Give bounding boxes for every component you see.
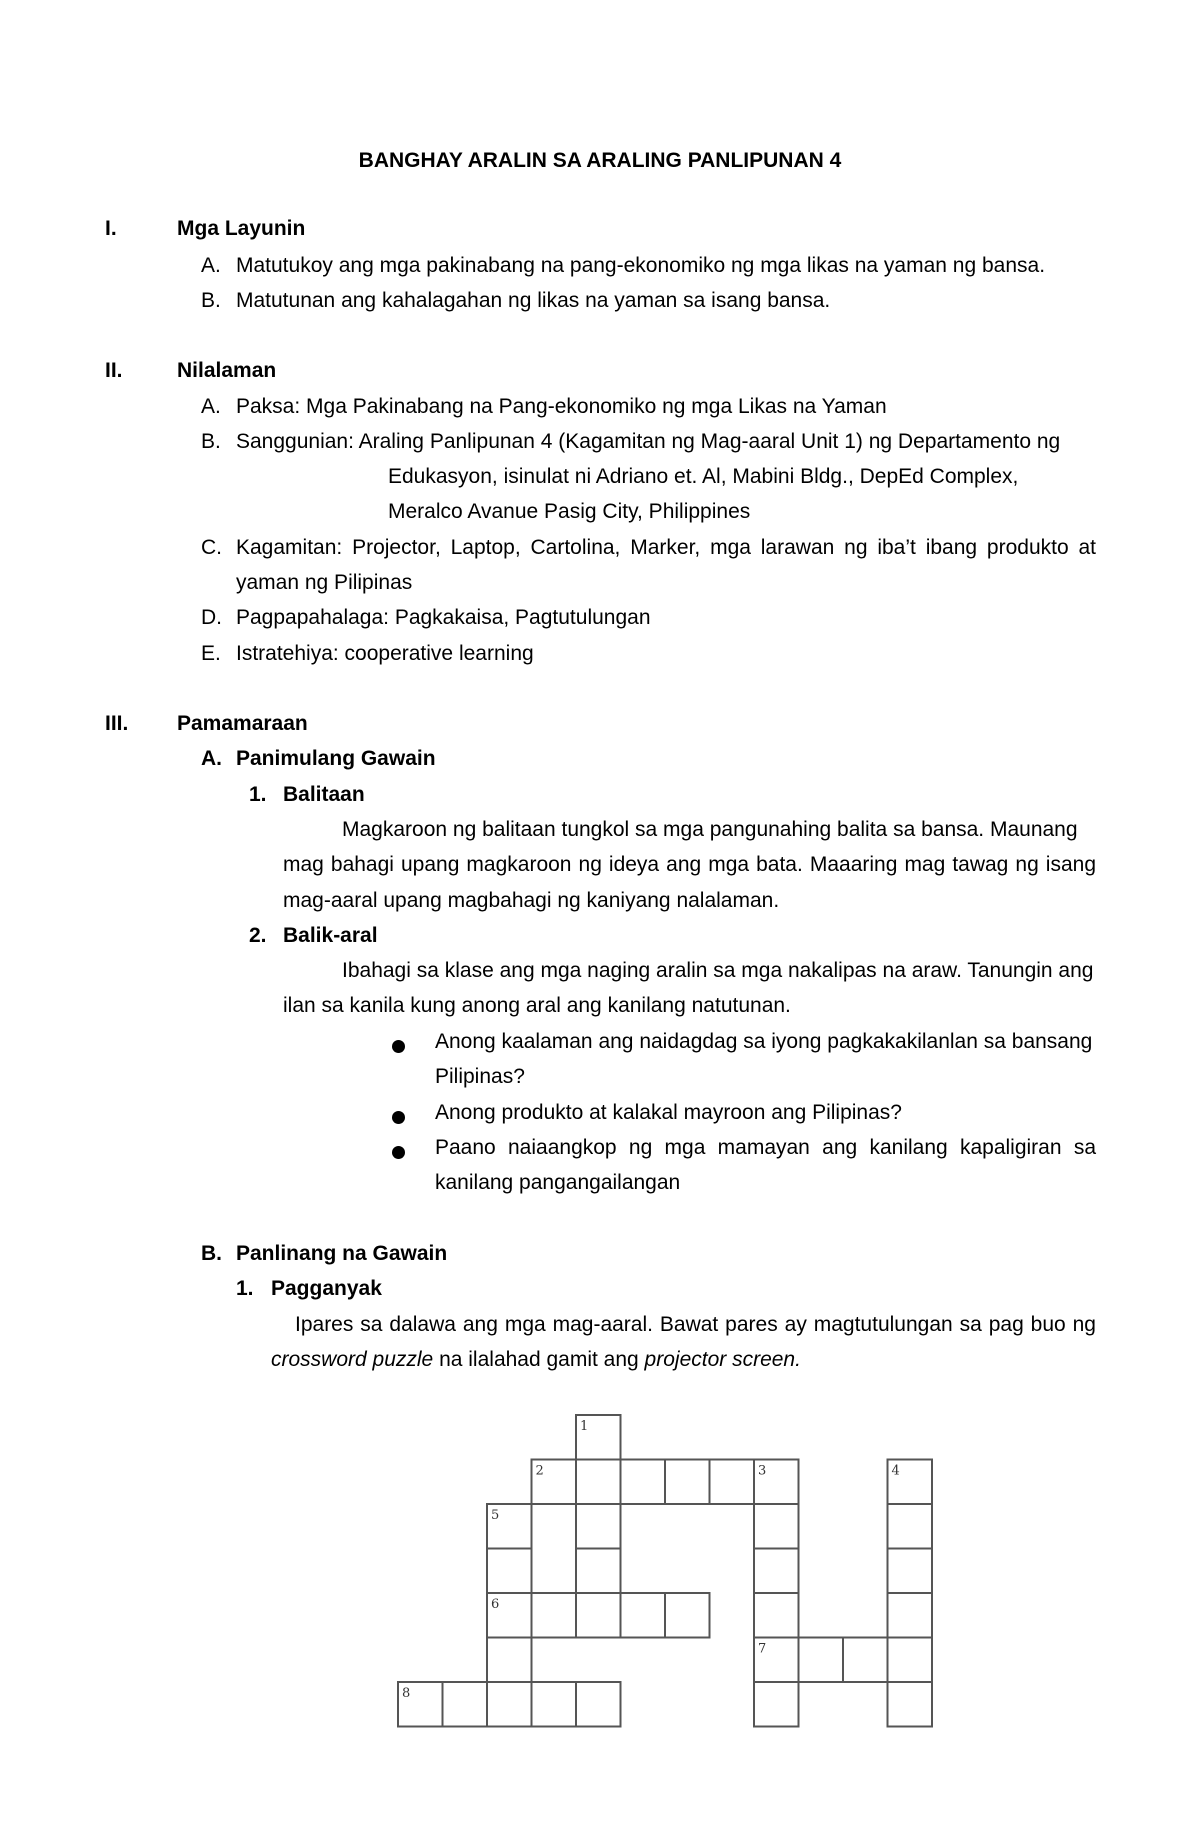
s2-item-c-line1: Kagamitan: Projector, Laptop, Cartolina, Marker, mga larawan ng iba’t ibang produkto at <box>236 536 1096 559</box>
s3-part-b-heading: Panlinang na Gawain <box>236 1242 448 1265</box>
section-3-number: III. <box>105 712 129 735</box>
s3-a1-line2: mag bahagi upang magkaroon ng ideya ang mga bata. Maaaring mag tawag ng isang <box>283 853 1096 876</box>
page-title: BANGHAY ARALIN SA ARALING PANLIPUNAN 4 <box>358 149 842 172</box>
crossword-cell <box>576 1460 621 1505</box>
s2-item-b-line2: Edukasyon, isinulat ni Adriano et. Al, Mabini Bldg., DepEd Complex, <box>388 465 1019 488</box>
s3-b1-number: 1. <box>236 1277 254 1300</box>
s3-a2-line1: Ibahagi sa klase ang mga naging aralin sa mga nakalipas na araw. Tanungin ang <box>342 959 1094 982</box>
s3-a2-heading: Balik-aral <box>283 924 378 947</box>
s3-part-a-heading: Panimulang Gawain <box>236 747 436 770</box>
crossword-cell <box>888 1638 933 1683</box>
s3-part-b-letter: B. <box>201 1242 222 1265</box>
question-1-line2: Pilipinas? <box>435 1065 525 1088</box>
crossword-clue-number: 2 <box>535 1463 544 1479</box>
s2-item-c-letter: C. <box>201 536 222 559</box>
crossword-cell <box>532 1593 577 1638</box>
s2-item-d-letter: D. <box>201 606 222 629</box>
crossword-clue-number: 5 <box>491 1508 500 1523</box>
crossword-clue-number: 7 <box>758 1641 767 1657</box>
s1-item-b-letter: B. <box>201 289 221 312</box>
crossword-clue-number: 3 <box>758 1463 767 1479</box>
s2-item-e-letter: E. <box>201 642 221 665</box>
question-3-line1: Paano naiaangkop ng mga mamayan ang kanilang kapaligiran sa <box>435 1136 1096 1159</box>
projector-screen-term: projector screen. <box>644 1348 801 1371</box>
crossword-cell <box>532 1682 577 1727</box>
s3-b1-heading: Pagganyak <box>271 1277 382 1300</box>
s2-item-b-letter: B. <box>201 430 221 453</box>
s1-item-a-text: Matutukoy ang mga pakinabang na pang-ekonomiko ng mga likas na yaman ng bansa. <box>236 254 1046 277</box>
crossword-clue-number: 1 <box>580 1419 589 1434</box>
s2-item-c-line2: yaman ng Pilipinas <box>236 571 413 594</box>
section-1-number: I. <box>105 217 117 240</box>
question-3-line2: kanilang pangangailangan <box>435 1171 681 1194</box>
crossword-clue-number: 6 <box>491 1597 500 1612</box>
crossword-cell <box>843 1638 888 1683</box>
crossword-cell <box>576 1593 621 1638</box>
crossword-cell <box>487 1638 532 1683</box>
crossword-cell <box>576 1682 621 1727</box>
crossword-cell <box>487 1549 532 1594</box>
s3-a1-number: 1. <box>249 783 267 806</box>
section-1-heading: Mga Layunin <box>177 217 306 240</box>
crossword-cell <box>888 1549 933 1594</box>
crossword-cell <box>443 1682 488 1727</box>
crossword-cell <box>576 1549 621 1594</box>
s3-a1-line3: mag-aaral upang magbahagi ng kaniyang nalalaman. <box>283 889 780 912</box>
crossword-cell <box>754 1682 799 1727</box>
crossword-cell <box>888 1593 933 1638</box>
section-3-heading: Pamamaraan <box>177 712 308 735</box>
s3-b1-line1: Ipares sa dalawa ang mga mag-aaral. Bawat pares ay magtutulungan sa pag buo ng <box>295 1313 1096 1336</box>
crossword-cell <box>754 1593 799 1638</box>
s1-item-b-text: Matutunan ang kahalagahan ng likas na yaman sa isang bansa. <box>236 289 831 312</box>
section-2-number: II. <box>105 359 123 382</box>
s3-a2-line2: ilan sa kanila kung anong aral ang kanilang natutunan. <box>283 994 791 1017</box>
s2-item-e-text: Istratehiya: cooperative learning <box>236 642 534 665</box>
s2-item-a-letter: A. <box>201 395 221 418</box>
crossword-cell <box>576 1504 621 1549</box>
s3-a1-heading: Balitaan <box>283 783 365 806</box>
question-1-line1: Anong kaalaman ang naidagdag sa iyong pagkakakilanlan sa bansang <box>435 1030 1093 1053</box>
crossword-puzzle-term: crossword puzzle <box>271 1348 434 1371</box>
s2-item-b-line1: Sanggunian: Araling Panlipunan 4 (Kagamitan ng Mag-aaral Unit 1) ng Departamento ng <box>236 430 1061 453</box>
crossword-clue-number: 4 <box>891 1463 900 1479</box>
s3-a1-line1: Magkaroon ng balitaan tungkol sa mga pangunahing balita sa bansa. Maunang <box>342 818 1078 841</box>
crossword-cell <box>888 1504 933 1549</box>
s2-item-a-text: Paksa: Mga Pakinabang na Pang-ekonomiko ng mga Likas na Yaman <box>236 395 887 418</box>
s3-a2-number: 2. <box>249 924 267 947</box>
section-2-heading: Nilalaman <box>177 359 277 382</box>
crossword-cell <box>710 1460 755 1505</box>
crossword-cell <box>487 1682 532 1727</box>
crossword-cell <box>888 1682 933 1727</box>
s2-item-d-text: Pagpapahalaga: Pagkakaisa, Pagtutulungan <box>236 606 651 629</box>
crossword-cell <box>754 1549 799 1594</box>
crossword-clue-number: 8 <box>402 1686 411 1701</box>
crossword-cell <box>621 1593 666 1638</box>
crossword-cell <box>665 1593 710 1638</box>
crossword-cell <box>665 1460 710 1505</box>
crossword-cell <box>799 1638 844 1683</box>
crossword-cell <box>621 1460 666 1505</box>
question-2: Anong produkto at kalakal mayroon ang Pilipinas? <box>435 1101 902 1124</box>
crossword-cell <box>754 1504 799 1549</box>
s3-part-a-letter: A. <box>201 747 222 770</box>
s2-item-b-line3: Meralco Avanue Pasig City, Philippines <box>388 500 751 523</box>
s1-item-a-letter: A. <box>201 254 221 277</box>
s3-b1-line2-middle: na ilalahad gamit ang <box>433 1348 645 1371</box>
